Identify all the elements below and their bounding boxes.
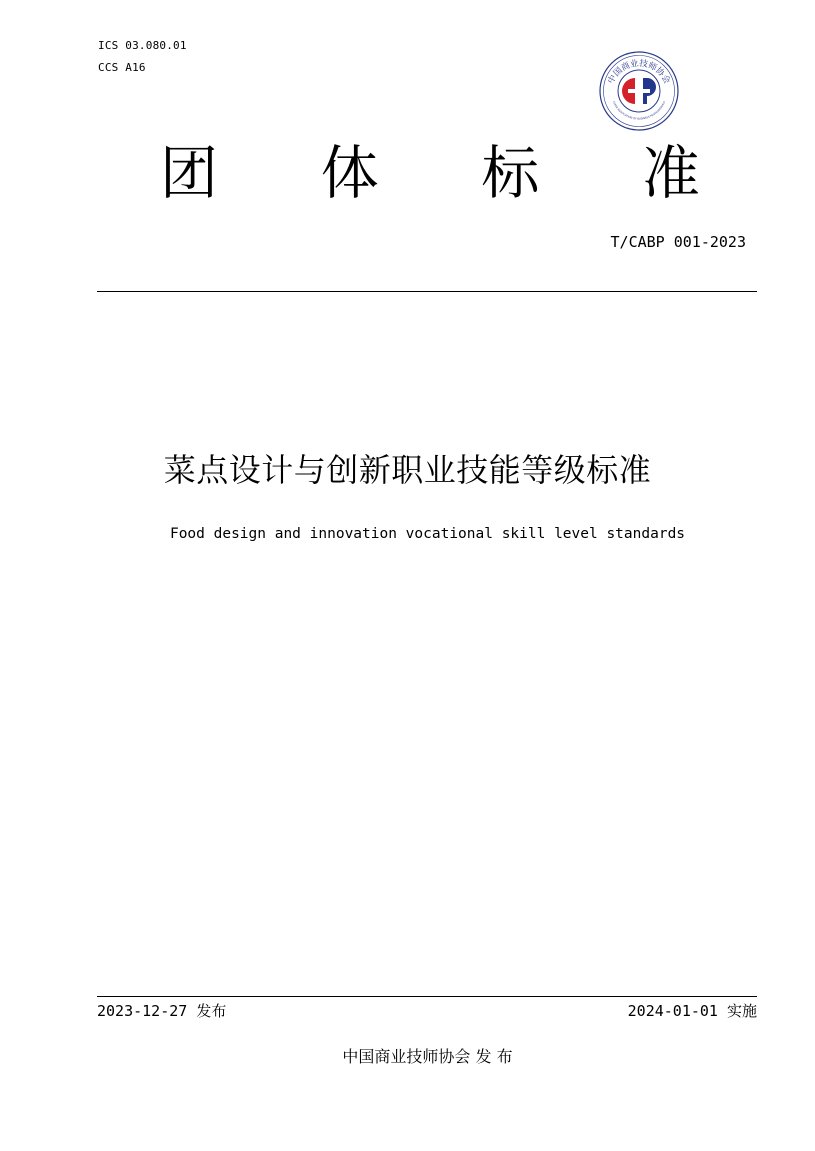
seal-subtext: CHINA ASSOCIATION OF BUSINESS PROFESSIONALS [611, 100, 667, 121]
top-divider [97, 291, 757, 292]
doc-type-char: 体 [320, 139, 379, 207]
publish-date: 2023-12-27 发布 [97, 1002, 227, 1020]
doc-type-char: 团 [160, 139, 219, 207]
doc-type-char: 标 [481, 139, 540, 207]
doc-type-char: 准 [641, 139, 700, 207]
association-seal-icon [598, 50, 680, 132]
title-chinese: 菜点设计与创新职业技能等级标准 [163, 451, 652, 489]
title-english: Food design and innovation vocational skill level standards [169, 526, 686, 542]
effective-date: 2024-01-01 实施 [627, 1002, 757, 1020]
bottom-divider [97, 996, 757, 997]
standard-number: T/CABP 001-2023 [610, 233, 746, 251]
document-type-heading [160, 138, 700, 208]
publisher: 中国商业技师协会 发 布 [342, 1047, 513, 1066]
emblem-mark [622, 76, 656, 106]
seal-text: 中国商业技师协会 [606, 58, 672, 86]
ccs-code: CCS A16 [98, 61, 146, 74]
ics-code: ICS 03.080.01 [98, 39, 187, 52]
